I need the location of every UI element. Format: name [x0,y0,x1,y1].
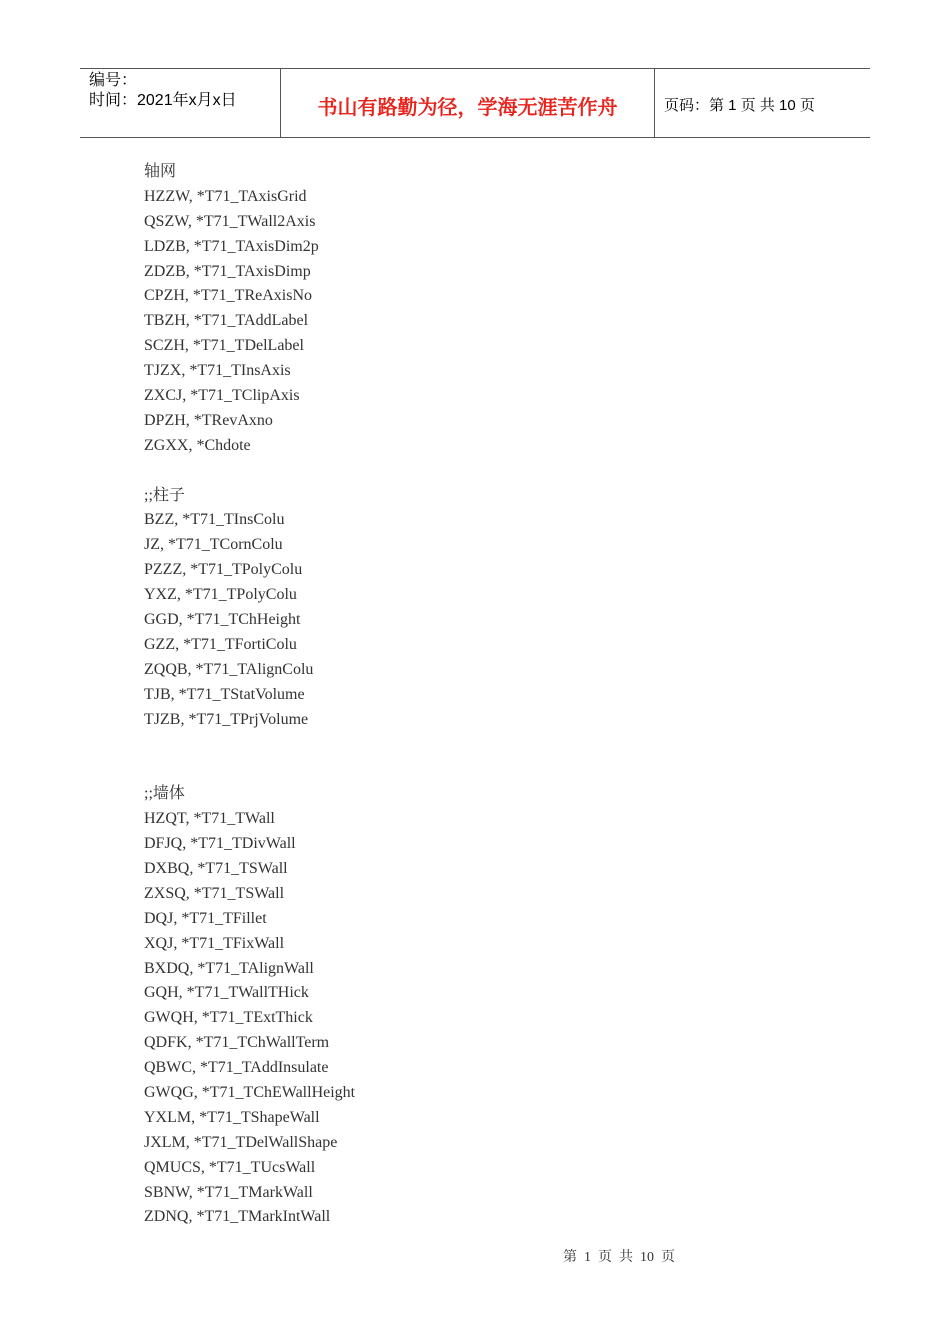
command-line: JZ, *T71_TCornColu [144,536,283,554]
command-line: TJZX, *T71_TInsAxis [144,362,291,380]
command-line: HZQT, *T71_TWall [144,810,275,828]
command-line: BXDQ, *T71_TAlignWall [144,959,314,977]
blank-line [144,757,355,782]
command-line: YXLM, *T71_TShapeWall [144,1108,320,1126]
command-line: ;;墙体 [144,785,185,803]
command-line: BZZ, *T71_TInsColu [144,511,285,529]
command-line: QDFK, *T71_TChWallTerm [144,1034,330,1052]
blank-line [144,459,355,484]
command-line: ZDNQ, *T71_TMarkIntWall [144,1208,331,1226]
header-motto-cell [281,69,655,137]
command-line: ZXCJ, *T71_TClipAxis [144,387,300,405]
command-line: CPZH, *T71_TReAxisNo [144,287,312,305]
command-line: GQH, *T71_TWallTHick [144,984,309,1002]
command-line: 轴网 [144,163,177,180]
command-line: DXBQ, *T71_TSWall [144,859,288,877]
command-line: TBZH, *T71_TAddLabel [144,312,309,330]
command-line: DPZH, *TRevAxno [144,411,273,429]
command-list [144,160,355,1230]
command-line: LDZB, *T71_TAxisDim2p [144,237,319,255]
command-line: QBWC, *T71_TAddInsulate [144,1059,329,1077]
command-line: HZZW, *T71_TAxisGrid [144,187,307,205]
command-line: YXZ, *T71_TPolyColu [144,586,297,604]
command-line: ZDZB, *T71_TAxisDimp [144,262,311,280]
serial-label: 编号： [89,72,138,89]
command-line: GWQH, *T71_TExtThick [144,1009,313,1027]
command-line: QSZW, *T71_TWall2Axis [144,212,316,230]
page-info: 页码：第 1 页 共 10 页 [664,96,815,114]
header-meta-cell [80,69,281,137]
command-line: GZZ, *T71_TFortiColu [144,635,297,653]
command-line: ;;柱子 [144,486,185,504]
blank-line [144,732,355,757]
command-line: SBNW, *T71_TMarkWall [144,1183,313,1201]
command-line: PZZZ, *T71_TPolyColu [144,561,303,579]
command-line: XQJ, *T71_TFixWall [144,934,285,952]
command-line: DQJ, *T71_TFillet [144,909,267,927]
command-line: SCZH, *T71_TDelLabel [144,337,304,355]
header-page-cell [655,69,870,137]
command-line: ZQQB, *T71_TAlignColu [144,660,314,678]
command-line: TJB, *T71_TStatVolume [144,685,305,703]
command-line: TJZB, *T71_TPrjVolume [144,710,309,728]
command-line: JXLM, *T71_TDelWallShape [144,1133,338,1151]
command-line: ZGXX, *Chdote [144,436,251,454]
motto-text: 书山有路勤为径，学海无涯苦作舟 [317,94,618,119]
time-label: 时间：2021年x月x日 [89,92,237,109]
command-line: DFJQ, *T71_TDivWall [144,835,296,853]
command-line: ZXSQ, *T71_TSWall [144,884,285,902]
command-line: QMUCS, *T71_TUcsWall [144,1158,316,1176]
document-header [80,68,870,138]
command-line: GWQG, *T71_TChEWallHeight [144,1083,356,1101]
page-footer: 第 1 页 共 10 页 [563,1250,675,1265]
command-line: GGD, *T71_TChHeight [144,611,301,629]
